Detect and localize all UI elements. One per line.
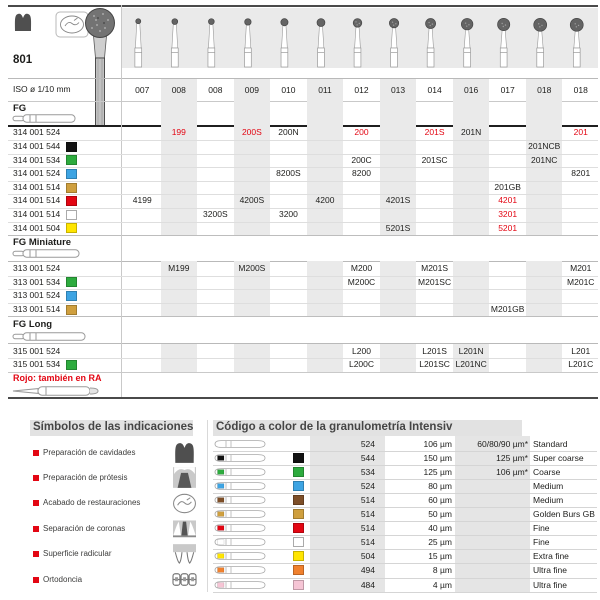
bur-ref-value: 199	[171, 127, 186, 138]
grit-name: Golden Burs GB	[533, 509, 595, 520]
iso-size-value: 007	[135, 85, 150, 95]
special-grain-size: 106 µm*	[496, 467, 528, 478]
grit-bur-icon	[214, 439, 266, 449]
grit-bur-icon	[214, 453, 266, 463]
grit-bur-icon	[214, 565, 266, 575]
bur-ref-value: 201NC	[530, 154, 558, 165]
section-label-fg: FG	[13, 103, 27, 114]
grit-code: 524	[360, 481, 375, 492]
grit-code: 494	[360, 565, 375, 576]
product-code: 314 001 504	[13, 222, 61, 233]
product-code: 314 001 524	[13, 127, 61, 138]
bur-ref-value: 5201	[498, 222, 518, 233]
grit-code: 514	[360, 509, 375, 520]
grain-size: 40 µm	[428, 523, 452, 534]
grit-bur-icon	[214, 551, 266, 561]
iso-size-value: 018	[573, 85, 588, 95]
grit-bur-icon	[214, 551, 266, 561]
green-grit-swatch	[293, 467, 304, 477]
grit-bur-icon	[214, 495, 266, 505]
grain-size: 8 µm	[432, 565, 452, 576]
grit-code: 544	[360, 453, 375, 464]
iso-size-value: 008	[208, 85, 223, 95]
grit-bur-icon	[214, 495, 266, 505]
grit-code: 504	[360, 551, 375, 562]
grit-bur-icon	[214, 537, 266, 547]
product-code: 315 001 524	[13, 345, 61, 356]
bur-ref-value: M200S	[238, 263, 266, 273]
iso-size-value: 018	[537, 85, 552, 95]
grit-bur-icon	[214, 467, 266, 477]
bur-ref-value: 8200	[352, 168, 371, 179]
iso-size-value: 009	[244, 85, 259, 95]
iso-size-value: 011	[318, 85, 332, 95]
bur-ref-value: 3201	[498, 209, 518, 219]
grain-size: 50 µm	[428, 509, 452, 520]
red-grit-swatch	[293, 523, 304, 533]
grit-bur-icon	[214, 580, 266, 590]
bur-ref-value: L201NC	[455, 359, 487, 370]
bur-ref-value: 201S	[424, 127, 445, 138]
iso-size-value: 008	[171, 85, 186, 95]
bur-ref-value: 201GB	[494, 181, 521, 192]
grit-bur-icon	[214, 509, 266, 519]
grit-code: 524	[360, 439, 375, 449]
bur-ref-value: M199	[168, 263, 190, 273]
bur-ref-value: L201S	[422, 345, 447, 356]
bur-ref-value: L201SC	[419, 359, 450, 370]
product-code: 313 001 524	[13, 263, 61, 273]
bur-ref-value: L200C	[348, 359, 375, 370]
product-code: 315 001 534	[13, 359, 61, 370]
grit-bur-icon	[214, 523, 266, 533]
bur-ref-value: M201S	[421, 263, 449, 273]
product-code: 313 001 524	[13, 290, 61, 301]
product-code: 314 001 524	[13, 168, 61, 179]
bur-ref-value: 8201	[571, 168, 591, 179]
grain-size: 25 µm	[428, 537, 452, 548]
grit-name: Coarse	[533, 467, 561, 478]
bur-ref-value: 4199	[132, 195, 152, 206]
grit-bur-icon	[214, 467, 266, 477]
row-separator	[213, 592, 597, 593]
bur-ref-value: 200	[354, 127, 369, 138]
grain-size: 80 µm	[428, 481, 452, 492]
pink-grit-swatch	[293, 580, 304, 590]
grit-bur-icon	[214, 481, 266, 491]
grit-bur-icon	[214, 537, 266, 547]
iso-size-value: 017	[500, 85, 515, 95]
legend-label: Preparación de cavidades	[43, 447, 136, 457]
grit-bur-icon	[214, 580, 266, 590]
bur-ref-value: 201	[573, 127, 588, 138]
blue-grit-swatch	[293, 481, 304, 491]
red-note: Rojo: también en RA	[13, 373, 102, 383]
grain-size: 106 µm	[423, 439, 452, 449]
bur-ref-value: 201N	[460, 127, 482, 138]
legend-label: Separación de coronas	[43, 523, 126, 533]
bur-ref-value: 201SC	[421, 154, 448, 165]
bur-ref-value: 4200S	[239, 195, 265, 206]
section-label-fg-miniature: FG Miniature	[13, 237, 72, 248]
grain-size: 60 µm	[428, 495, 452, 506]
bur-ref-value: 3200	[278, 209, 298, 219]
bur-ref-value: M200	[350, 263, 373, 273]
grit-name: Ultra fine	[533, 565, 568, 576]
bur-ref-value: M201GB	[490, 303, 525, 314]
product-code: 313 001 514	[13, 303, 61, 314]
grit-code: 484	[360, 579, 375, 590]
product-code: 313 001 534	[13, 276, 61, 287]
bur-ref-value: 201NCB	[528, 141, 561, 151]
bur-ref-value: 200S	[241, 127, 262, 138]
grit-name: Super coarse	[533, 453, 584, 464]
bur-ref-value: L201N	[458, 345, 484, 356]
iso-row-label: ISO ø 1/10 mm	[13, 84, 71, 94]
grit-code: 514	[360, 523, 375, 534]
product-code: 314 001 534	[13, 154, 61, 165]
product-code: 314 001 514	[13, 195, 61, 206]
grit-name: Ultra fine	[533, 579, 568, 590]
bur-ref-value: L201	[571, 345, 591, 356]
bur-ref-value: M200C	[347, 276, 376, 287]
legend-label: Superficie radicular	[43, 549, 112, 559]
figure-number: 801	[13, 54, 33, 66]
product-code: 314 001 514	[13, 209, 61, 219]
orange-grit-swatch	[293, 565, 304, 575]
black-grit-swatch	[293, 453, 304, 463]
product-code: 314 001 544	[13, 141, 61, 151]
legend-label: Acabado de restauraciones	[43, 498, 141, 508]
product-code: 314 001 514	[13, 181, 61, 192]
legend-label: Ortodoncia	[43, 574, 83, 584]
grain-size: 150 µm	[423, 453, 452, 464]
grit-name: Fine	[533, 537, 550, 548]
bur-ref-value: 4200	[315, 195, 335, 206]
iso-size-value: 016	[464, 85, 479, 95]
section-label-fg-long: FG Long	[13, 319, 53, 330]
bur-ref-value: 8200S	[276, 168, 301, 179]
bur-ref-value: 4201S	[385, 195, 411, 206]
granulometry-title: Código a color de la granulometría Intensiv	[216, 421, 453, 433]
iso-size-value: 013	[390, 85, 406, 95]
grit-code: 514	[360, 495, 375, 506]
grit-bur-icon	[214, 481, 266, 491]
grit-name: Medium	[533, 495, 564, 506]
grain-size: 15 µm	[428, 551, 452, 562]
iso-size-value: 014	[427, 85, 442, 95]
special-grain-size: 125 µm*	[496, 453, 528, 464]
brown-grit-swatch	[293, 495, 304, 505]
bur-ref-value: 5201S	[385, 222, 411, 233]
grit-name: Extra fine	[533, 551, 569, 562]
gold-grit-swatch	[293, 509, 304, 519]
grit-code: 514	[360, 537, 375, 548]
legend-label: Preparación de prótesis	[43, 472, 128, 482]
special-grain-size: 60/80/90 µm*	[477, 439, 528, 449]
bur-ref-value: M201SC	[418, 276, 452, 287]
bur-ref-value: 200C	[351, 154, 372, 165]
grain-size: 4 µm	[432, 579, 452, 590]
bur-ref-value: M201	[570, 263, 592, 273]
bur-ref-value: 3200S	[203, 209, 228, 219]
grit-bur-icon	[214, 439, 266, 449]
grit-name: Standard	[533, 439, 568, 449]
grit-name: Medium	[533, 481, 564, 492]
white-grit-swatch	[293, 537, 304, 547]
grit-bur-icon	[214, 523, 266, 533]
yellow-grit-swatch	[293, 551, 304, 561]
grit-bur-icon	[214, 565, 266, 575]
bur-ref-value: M201C	[567, 276, 595, 287]
grit-bur-icon	[214, 509, 266, 519]
grit-bur-icon	[214, 453, 266, 463]
iso-size-value: 010	[281, 85, 296, 95]
bur-ref-value: 4201	[498, 195, 518, 206]
bur-ref-value: 200N	[278, 127, 299, 138]
iso-size-value: 012	[354, 85, 369, 95]
grit-code: 534	[360, 467, 375, 478]
grit-name: Fine	[533, 523, 550, 534]
bur-ref-value: L200	[352, 345, 371, 356]
grain-size: 125 µm	[423, 467, 452, 478]
symbols-title: Símbolos de las indicaciones	[33, 421, 194, 433]
bur-ref-value: L201C	[568, 359, 594, 370]
